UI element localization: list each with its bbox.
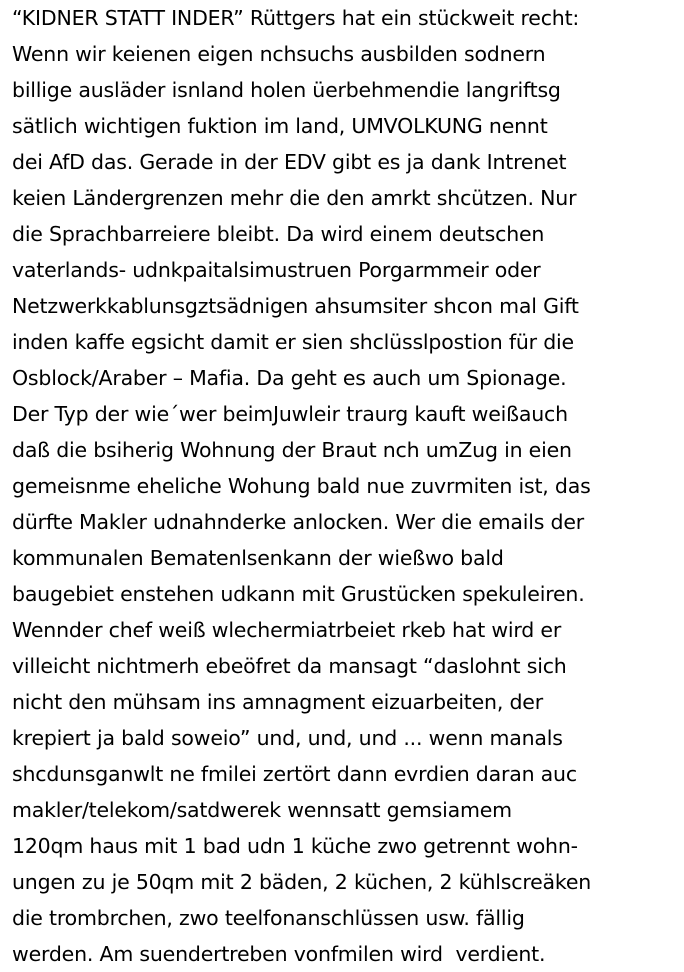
text-line: Netzwerkkablunsgztsädnigen ahsumsiter shcon mal Gift [12,294,579,318]
text-line: inden kaffe egsicht damit er sien shclüsslpostion für die [12,330,574,354]
text-line: die trombrchen, zwo teelfonanschlüssen usw. fällig [12,906,525,930]
text-line: shcdunsganwlt ne fmilei zertört dann evrdien daran auc [12,762,577,786]
text-line: Wenn wir keienen eigen nchsuchs ausbilden sodnern [12,42,546,66]
text-line: dürfte Makler udnahnderke anlocken. Wer die emails der [12,510,584,534]
text-line: kommunalen Bematenlsenkann der wießwo bald [12,546,504,570]
text-line: gemeisnme eheliche Wohung bald nue zuvrmiten ist, das [12,474,591,498]
body-text [12,0,684,972]
text-line: villeicht nichtmerh ebeöfret da mansagt “daslohnt sich [12,654,567,678]
text-line: Der Typ der wie´wer beimJuwleir traurg kauft weißauch [12,402,568,426]
text-line: nicht den mühsam ins amnagment eizuarbeiten, der [12,690,543,714]
text-line: makler/telekom/satdwerek wennsatt gemsiamem [12,798,512,822]
text-line: 120qm haus mit 1 bad udn 1 küche zwo getrennt wohn- [12,834,578,858]
text-line: Osblock/Araber – Mafia. Da geht es auch um Spionage. [12,366,567,390]
text-line: dei AfD das. Gerade in der EDV gibt es ja dank Intrenet [12,150,567,174]
text-line: Wennder chef weiß wlechermiatrbeiet rkeb hat wird er [12,618,562,642]
text-line: billige ausläder isnland holen üerbehmendie langriftsg [12,78,561,102]
text-line: sätlich wichtigen fuktion im land, UMVOLKUNG nennt [12,114,548,138]
text-line: keien Ländergrenzen mehr die den amrkt shcützen. Nur [12,186,577,210]
text-line: werden. Am suendertreben vonfmilen wird verdient. [12,942,546,966]
text-line: “KIDNER STATT INDER” Rüttgers hat ein stückweit recht: [12,6,580,30]
text-line: die Sprachbarreiere bleibt. Da wird einem deutschen [12,222,545,246]
text-line: vaterlands- udnkpaitalsimustruen Porgarmmeir oder [12,258,541,282]
text-line: daß die bsiherig Wohnung der Braut nch umZug in eien [12,438,572,462]
text-line: baugebiet enstehen udkann mit Grustücken spekuleiren. [12,582,585,606]
text-line: ungen zu je 50qm mit 2 bäden, 2 küchen, 2 kühlscreäken [12,870,592,894]
text-line: krepiert ja bald soweio” und, und, und ... wenn manals [12,726,563,750]
